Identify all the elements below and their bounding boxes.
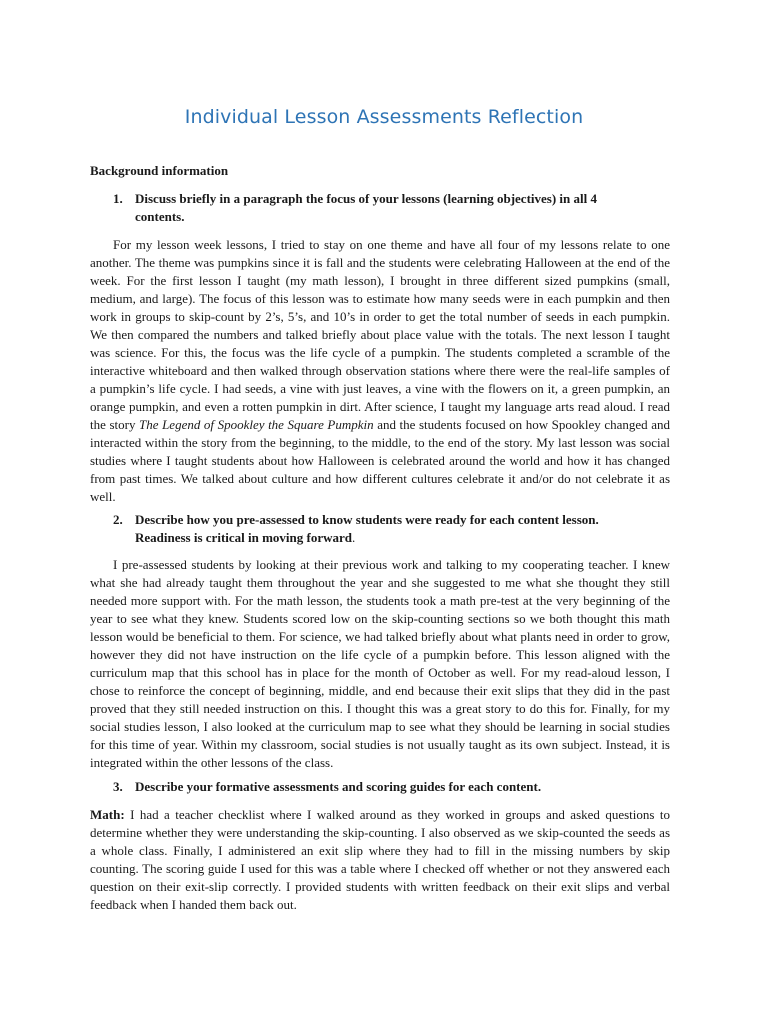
section-heading: Background information xyxy=(90,163,229,178)
answer-1-text-b: and the students focused on how Spookley changed and interacted within the story from the beginning, to the middle, to the end of the story. My last lesson was social studies where I taught students about how Halloween is celebrated around the world and how it has changed from past times. We talked about culture and how different cultures celebrate it and/or do not celebrate it as well. xyxy=(90,417,670,504)
answer-1-paragraph xyxy=(90,236,670,506)
question-1-line1: Discuss briefly in a paragraph the focus of your lessons (learning objectives) in all 4 xyxy=(135,191,597,206)
answer-3-paragraph xyxy=(90,806,670,914)
question-3 xyxy=(113,778,633,796)
question-2-period: . xyxy=(352,530,356,545)
question-2-line1: Describe how you pre-assessed to know students were ready for each content lesson. xyxy=(135,512,599,527)
answer-1-text-a: For my lesson week lessons, I tried to stay on one theme and have all four of my lessons relate to one another. The theme was pumpkins since it is fall and the students were celebrating Halloween at the end of the week. For the first lesson I taught (my math lesson), I brought in three different sized pumpkins (small, medium, and large). The focus of this lesson was to estimate how many seeds were in each pumpkin and then work in groups to skip-count by 2’s, 5’s, and 10’s in order to get the total number of seeds in each pumpkin. We then compared the numbers and talked briefly about place value with the totals. The next lesson I taught was science. For this, the focus was the life cycle of a pumpkin. The students completed a scramble of the interactive whiteboard and then walked through observation stations where there were the real-life samples of a pumpkin’s life cycle. I had seeds, a vine with just leaves, a vine with the flowers on it, a green pumpkin, an orange pumpkin, and even a rotten pumpkin in dirt. After science, I taught my language arts read aloud. I read the story xyxy=(90,237,670,432)
math-text: I had a teacher checklist where I walked around as they worked in groups and asked questions to determine whether they were understanding the skip-counting. I also observed as we skip-counted the seeds as a whole class. Finally, I administered an exit slip where they had to fill in the missing numbers by skip counting. The scoring guide I used for this was a table where I checked off whether or not they answered each question on their exit-slip correctly. I provided students with written feedback on their exit slips and verbal feedback when I handed them back out. xyxy=(90,807,670,912)
question-1 xyxy=(113,190,633,226)
answer-2-paragraph: I pre-assessed students by looking at their previous work and talking to my cooperating teacher. I knew what she had already taught them throughout the year and she suggested to me what she thought they still needed more support with. For the math lesson, the students took a math pre-test at the very beginning of the year to see what they knew. Students scored low on the skip-counting sections so we both thought this math lesson would be beneficial to them. For science, we had talked briefly about what plants need in order to grow, however they did not have instruction on the life cycle of a pumpkin before. This lesson aligned with the curriculum map that this school has in place for the month of October as well. For my read-aloud lesson, I chose to reinforce the concept of beginning, middle, and end because their exit slips that they did in the past proved that they still needed instruction on this. I thought this was a great story to do this for. Finally, for my social studies lesson, I also looked at the curriculum map to see what they should be learning in social studies for this time of year. Within my classroom, social studies is not usually taught as its own subject. Instead, it is integrated within the other lessons of the class. xyxy=(90,557,670,770)
question-3-number: 3. xyxy=(113,779,123,794)
question-2-line2: Readiness is critical in moving forward xyxy=(135,530,353,545)
math-label: Math: xyxy=(90,807,125,822)
document-title: Individual Lesson Assessments Reflection xyxy=(184,106,584,128)
question-2 xyxy=(113,511,633,547)
question-1-number: 1. xyxy=(113,191,123,206)
question-2-number: 2. xyxy=(113,512,123,527)
story-title: The Legend of Spookley the Square Pumpkin xyxy=(139,417,374,432)
question-3-text: Describe your formative assessments and scoring guides for each content. xyxy=(135,779,542,794)
question-1-line2: contents. xyxy=(135,209,185,224)
